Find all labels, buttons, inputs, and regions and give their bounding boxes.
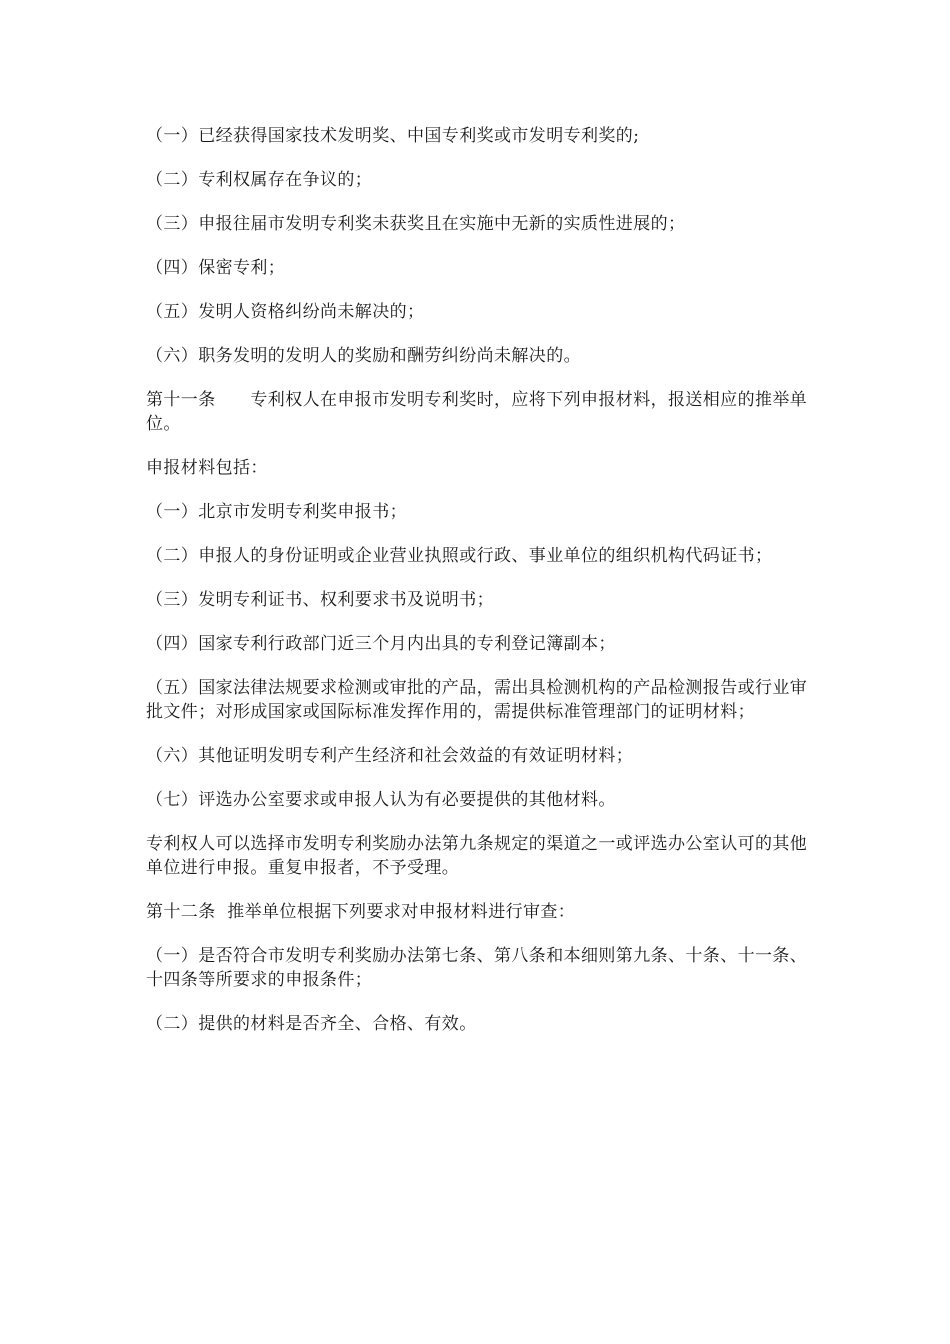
- clause-item-1-5: （五）发明人资格纠纷尚未解决的；: [146, 302, 425, 322]
- clause-item-1-2: （二）专利权属存在争议的；: [146, 170, 373, 190]
- clause-item-1-6: （六）职务发明的发明人的奖励和酬劳纠纷尚未解决的。: [146, 346, 581, 366]
- clause-item-1-1: （一）已经获得国家技术发明奖、中国专利奖或市发明专利奖的;: [146, 126, 640, 146]
- document-body: [146, 124, 808, 1056]
- material-item-5: （五）国家法律法规要求检测或审批的产品，需出具检测机构的产品检测报告或行业审批文件；对形成国家或国际标准发挥作用的，需提供标准管理部门的证明材料；: [146, 678, 808, 722]
- review-item-1: （一）是否符合市发明专利奖励办法第七条、第八条和本细则第九条、十条、十一条、十四条等所要求的申报条件；: [146, 946, 808, 990]
- application-channel-note: 专利权人可以选择市发明专利奖励办法第九条规定的渠道之一或评选办公室认可的其他单位进行申报。重复申报者，不予受理。: [146, 834, 808, 878]
- article-12: 第十二条 推举单位根据下列要求对申报材料进行审查：: [146, 902, 576, 922]
- material-item-3: （三）发明专利证书、权利要求书及说明书；: [146, 590, 494, 610]
- review-item-2: （二）提供的材料是否齐全、合格、有效。: [146, 1014, 477, 1034]
- material-item-2: （二）申报人的身份证明或企业营业执照或行政、事业单位的组织机构代码证书；: [146, 546, 773, 566]
- materials-heading: 申报材料包括：: [146, 458, 268, 478]
- material-item-4: （四）国家专利行政部门近三个月内出具的专利登记簿副本；: [146, 634, 616, 654]
- clause-item-1-4: （四）保密专利；: [146, 258, 286, 278]
- material-item-6: （六）其他证明发明专利产生经济和社会效益的有效证明材料；: [146, 746, 634, 766]
- article-11: 第十一条 专利权人在申报市发明专利奖时，应将下列申报材料，报送相应的推举单位。: [146, 390, 808, 434]
- material-item-1: （一）北京市发明专利奖申报书；: [146, 502, 407, 522]
- clause-item-1-3: （三）申报往届市发明专利奖未获奖且在实施中无新的实质性进展的；: [146, 214, 686, 234]
- material-item-7: （七）评选办公室要求或申报人认为有必要提供的其他材料。: [146, 790, 616, 810]
